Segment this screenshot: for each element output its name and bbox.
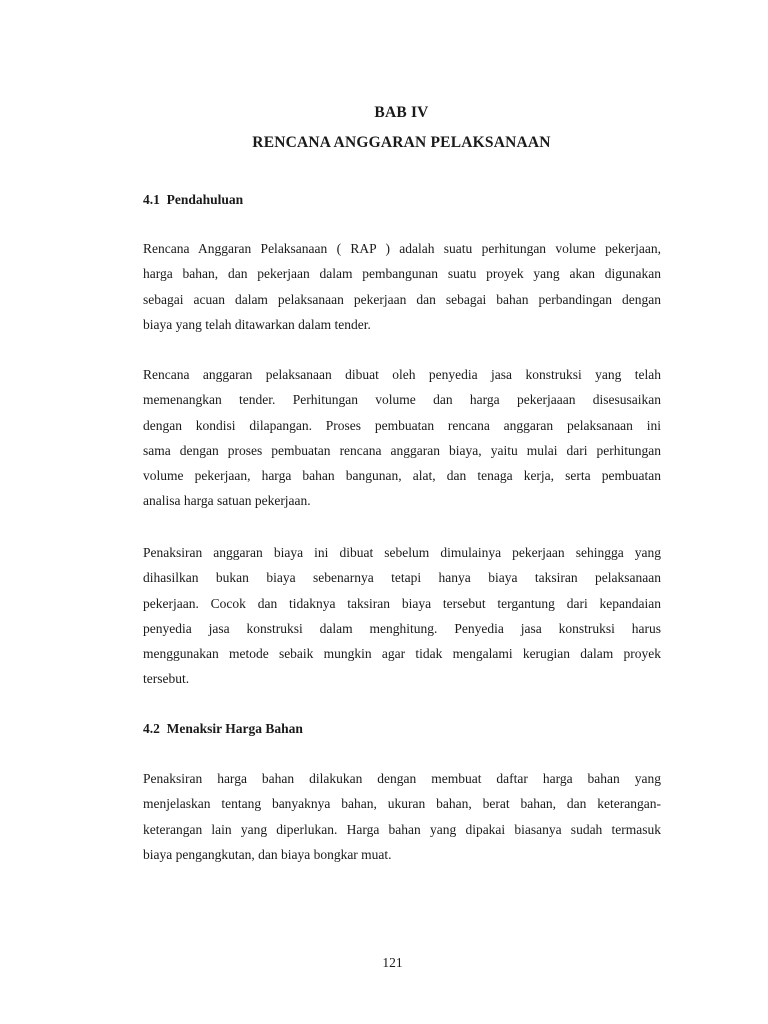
paragraph-line: analisa harga satuan pekerjaan. bbox=[143, 493, 311, 509]
paragraph-line: sama dengan proses pembuatan rencana anggaran biaya, yaitu mulai dari perhitungan bbox=[143, 442, 661, 458]
paragraph-line: memenangkan tender. Perhitungan volume dan harga pekerjaaan disesusaikan bbox=[143, 392, 661, 408]
paragraph-line: menjelaskan tentang banyaknya bahan, ukuran bahan, berat bahan, dan keterangan- bbox=[143, 796, 661, 812]
paragraph-line: menggunakan metode sebaik mungkin agar tidak mengalami kerugian dalam proyek bbox=[143, 646, 661, 662]
section-heading-pendahuluan: 4.1 Pendahuluan bbox=[143, 192, 244, 207]
chapter-title: RENCANA ANGGARAN PELAKSANAAN bbox=[252, 134, 551, 151]
paragraph bbox=[143, 362, 661, 514]
paragraph-line: keterangan lain yang diperlukan. Harga bahan yang dipakai biasanya sudah termasuk bbox=[143, 821, 661, 837]
page-number: 121 bbox=[382, 955, 403, 970]
paragraph-line: Rencana Anggaran Pelaksanaan ( RAP ) adalah suatu perhitungan volume pekerjaan, bbox=[143, 241, 661, 256]
paragraph-line: dengan kondisi dilapangan. Proses pembuatan rencana anggaran pelaksanaan ini bbox=[143, 417, 661, 433]
paragraph bbox=[143, 236, 661, 337]
paragraph-line: biaya pengangkutan, dan biaya bongkar muat. bbox=[143, 846, 392, 862]
paragraph-line: sebagai acuan dalam pelaksanaan pekerjaan dan sebagai bahan perbandingan dengan bbox=[143, 291, 661, 307]
paragraph-line: penyedia jasa konstruksi dalam menghitung. Penyedia jasa konstruksi harus bbox=[143, 620, 661, 636]
paragraph bbox=[143, 540, 661, 692]
paragraph-line: Penaksiran anggaran biaya ini dibuat sebelum dimulainya pekerjaan sehingga yang bbox=[143, 545, 661, 560]
paragraph-line: harga bahan, dan pekerjaan dalam pembangunan suatu proyek yang akan digunakan bbox=[143, 266, 661, 282]
paragraph-line: pekerjaan. Cocok dan tidaknya taksiran biaya tersebut tergantung dari kepandaian bbox=[143, 595, 661, 611]
section-heading-menaksir-harga-bahan: 4.2 Menaksir Harga Bahan bbox=[143, 721, 303, 736]
paragraph-line: tersebut. bbox=[143, 671, 190, 687]
paragraph-line: dihasilkan bukan biaya sebenarnya tetapi hanya biaya taksiran pelaksanaan bbox=[143, 570, 661, 586]
paragraph-line: Penaksiran harga bahan dilakukan dengan membuat daftar harga bahan yang bbox=[143, 771, 661, 786]
paragraph-line: volume pekerjaan, harga bahan bangunan, alat, dan tenaga kerja, serta pembuatan bbox=[143, 468, 661, 484]
paragraph-line: biaya yang telah ditawarkan dalam tender. bbox=[143, 316, 371, 332]
chapter-number: BAB IV bbox=[374, 104, 429, 121]
paragraph bbox=[143, 766, 661, 867]
paragraph-line: Rencana anggaran pelaksanaan dibuat oleh penyedia jasa konstruksi yang telah bbox=[143, 367, 661, 382]
